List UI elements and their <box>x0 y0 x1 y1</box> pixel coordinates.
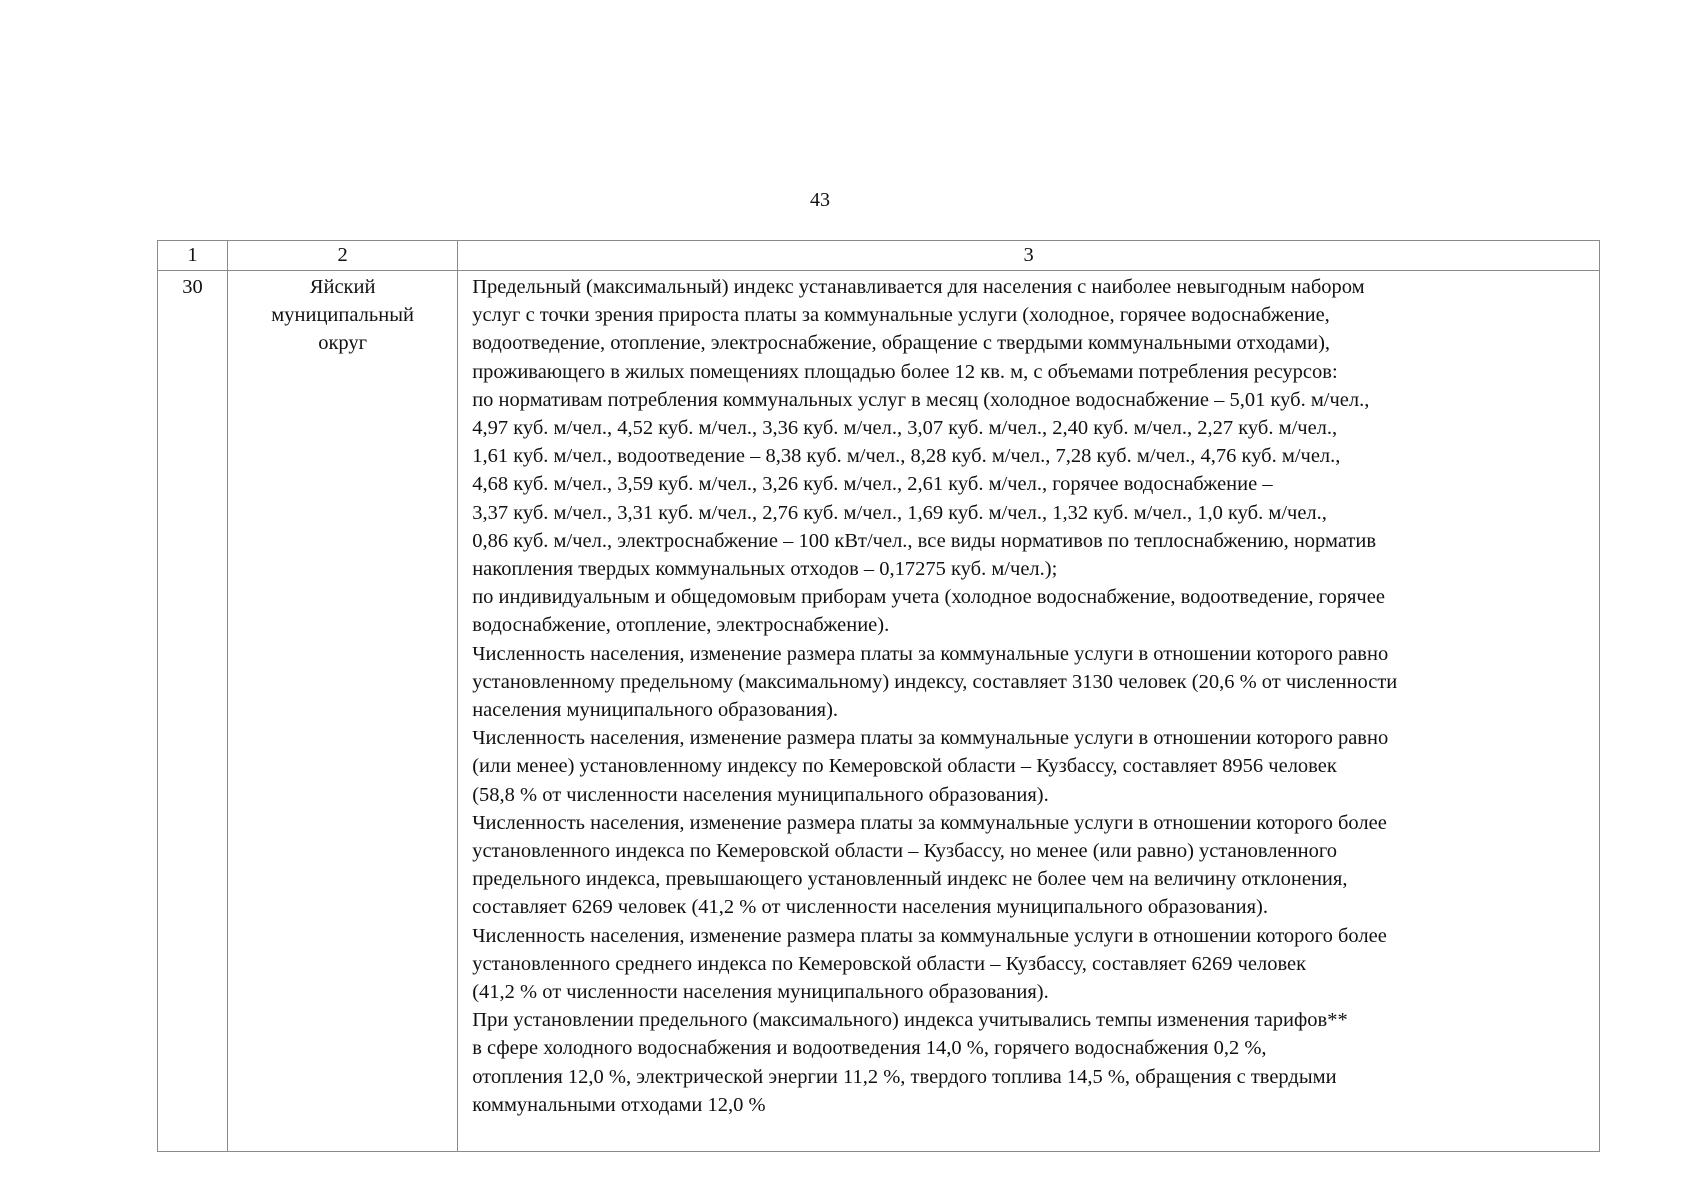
description-cell <box>458 271 1600 1152</box>
district-name: Яйский муниципальный округ <box>271 276 414 355</box>
description-paragraph-6: Численность населения, изменение размера платы за коммунальные услуги в отношении которого более установленного индекса по Кемеровской области – Кузбассу, но менее (или равно) установленного предельного индекса, превышающего установленный индекс не более чем на величину отклонения, составляет 6269 человек (41,2 % от численности населения муниципального образования). <box>472 811 1387 919</box>
page-number: 43 <box>810 189 830 211</box>
tariff-index-table <box>157 240 1600 1152</box>
column-number-1: 1 <box>158 241 228 271</box>
table-row <box>158 271 1600 1152</box>
description-paragraph-7: Численность населения, изменение размера платы за коммунальные услуги в отношении которого более установленного среднего индекса по Кемеровской области – Кузбассу, составляет 6269 человек (41,2 % от численности населения муниципального образования). <box>472 924 1387 1004</box>
description-paragraph-1: Предельный (максимальный) индекс устанавливается для населения с наиболее невыгодным набором услуг с точки зрения прироста платы за коммунальные услуги (холодное, горячее водоснабжение, водоотведение, отопление, электроснабжение, обращение с твердыми коммунальными отходами), проживающего в жилых помещениях площадью более 12 кв. м, с объемами потребления ресурсов: <box>472 276 1365 383</box>
description-paragraph-5: Численность населения, изменение размера платы за коммунальные услуги в отношении которого равно (или менее) установленному индексу по Кемеровской области – Кузбассу, составляет 8956 человек (58,8 % от численности населения муниципального образования). <box>472 727 1389 806</box>
column-number-2: 2 <box>228 241 458 271</box>
row-number: 30 <box>182 276 203 298</box>
description-paragraph-8: При установлении предельного (максимального) индекса учитывались темпы изменения тарифов** в сфере холодного водоснабжения и водоотведения 14,0 %, горячего водоснабжения 0,2 %, отопления 12,0 %, электрической энергии 11,2 %, твердого топлива 14,5 %, обращения с твердыми коммунальными отходами 12,0 % <box>472 1009 1348 1116</box>
description-paragraph-3: по индивидуальным и общедомовым приборам учета (холодное водоснабжение, водоотведение, горячее водоснабжение, отопление, электроснабжение). <box>472 586 1385 637</box>
row-number-cell <box>158 271 228 1152</box>
column-number-3: 3 <box>458 241 1600 271</box>
district-cell <box>228 271 458 1152</box>
description-paragraph-2: по нормативам потребления коммунальных услуг в месяц (холодное водоснабжение – 5,01 куб. м/чел., 4,97 куб. м/чел., 4,52 куб. м/чел., 3,36 куб. м/чел., 3,07 куб. м/чел., 2,40 куб. м/чел., 2,27 куб. м/чел., 1,61 куб. м/чел., водоотведение – 8,38 куб. м/чел., 8,28 куб. м/чел., 7,28 куб. м/чел., 4,76 куб. м/чел., 4,68 куб. м/чел., 3,59 куб. м/чел., 3,26 куб. м/чел., 2,61 куб. м/чел., горячее водоснабжение – 3,37 куб. м/чел., 3,31 куб. м/чел., 2,76 куб. м/чел., 1,69 куб. м/чел., 1,32 куб. м/чел., 1,0 куб. м/чел., 0,86 куб. м/чел., электроснабжение – 100 кВт/чел., все виды нормативов по теплоснабжению, норматив накопления твердых коммунальных отходов – 0,17275 куб. м/чел.); <box>472 388 1376 581</box>
description-paragraph-4: Численность населения, изменение размера платы за коммунальные услуги в отношении которого равно установленному предельному (максимальному) индексу, составляет 3130 человек (20,6 % от численности населения муниципального образования). <box>472 642 1398 722</box>
table-header-row <box>158 241 1600 271</box>
